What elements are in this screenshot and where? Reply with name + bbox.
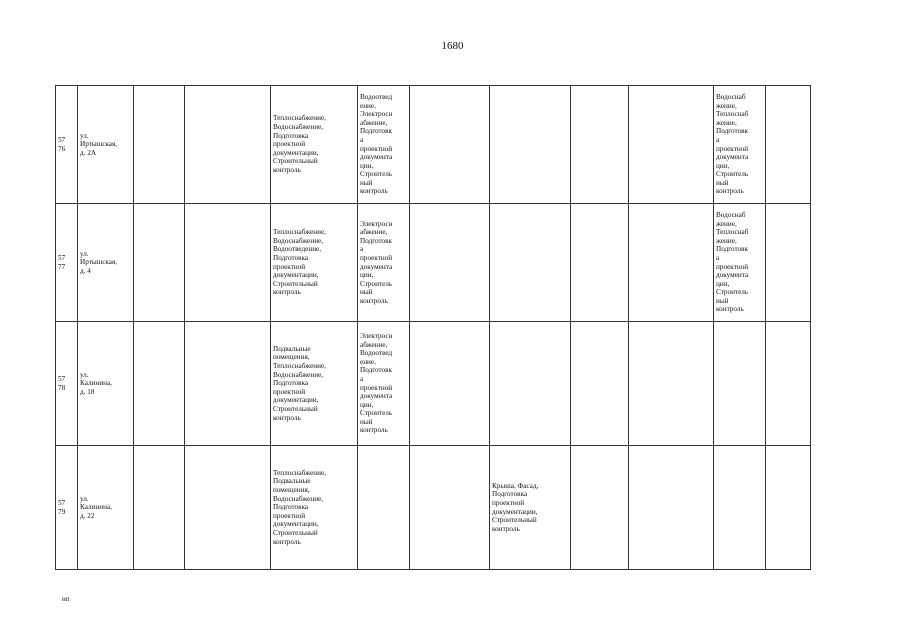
empty-cell [410, 204, 490, 322]
empty-cell [766, 86, 811, 204]
works-cell: Водоотвед ение, Электросн абжение, Подготовк а проектной документа ции, Строитель ный контроль [358, 86, 410, 204]
empty-cell [766, 322, 811, 446]
empty-cell [629, 204, 714, 322]
empty-cell [134, 204, 185, 322]
table-row [56, 322, 811, 446]
works-cell [358, 446, 410, 570]
works-cell: Подвальные помещения, Теплоснабжение, Водоснабжение, Подготовка проектной документации, Строительный контроль [271, 322, 358, 446]
empty-cell [629, 86, 714, 204]
row-number: 57 77 [56, 204, 78, 322]
address-cell: ул. Калинина, д. 22 [78, 446, 134, 570]
empty-cell [134, 446, 185, 570]
row-number: 57 76 [56, 86, 78, 204]
table-row [56, 446, 811, 570]
empty-cell [134, 322, 185, 446]
address-cell: ул. Калинина, д. 18 [78, 322, 134, 446]
empty-cell [185, 446, 271, 570]
table-row [56, 86, 811, 204]
address-cell: ул. Иртышская, д. 4 [78, 204, 134, 322]
works-cell [490, 204, 571, 322]
empty-cell [629, 446, 714, 570]
empty-cell [185, 204, 271, 322]
table-row [56, 204, 811, 322]
empty-cell [410, 86, 490, 204]
works-cell [490, 322, 571, 446]
empty-cell [571, 204, 629, 322]
empty-cell [571, 446, 629, 570]
empty-cell [410, 322, 490, 446]
empty-cell [571, 322, 629, 446]
works-cell: Теплоснабжение, Водоснабжение, Водоотведение, Подготовка проектной документации, Строительный контроль [271, 204, 358, 322]
row-number: 57 79 [56, 446, 78, 570]
works-cell: Электросн абжение, Водоотвед ение, Подготовк а проектной документа ции, Строитель ный контроль [358, 322, 410, 446]
page-number: 1680 [441, 40, 464, 52]
works-cell: Теплоснабжение, Подвальные помещения, Водоснабжение, Подготовка проектной документации, Строительный контроль [271, 446, 358, 570]
works-cell [490, 86, 571, 204]
row-number: 57 78 [56, 322, 78, 446]
empty-cell [571, 86, 629, 204]
empty-cell [185, 86, 271, 204]
empty-cell [766, 204, 811, 322]
empty-cell [766, 446, 811, 570]
works-cell: Теплоснабжение, Водоснабжение, Подготовка проектной документации, Строительный контроль [271, 86, 358, 204]
empty-cell [410, 446, 490, 570]
works-cell [714, 446, 766, 570]
works-cell [714, 322, 766, 446]
works-cell: Электросн абжение, Подготовк а проектной документа ции, Строитель ный контроль [358, 204, 410, 322]
address-cell: ул. Иртышская, д. 2А [78, 86, 134, 204]
empty-cell [134, 86, 185, 204]
works-cell: Водоснаб жение, Теплоснаб жение, Подготовк а проектной документа ции, Строитель ный контроль [714, 86, 766, 204]
works-cell: Крыша, Фасад, Подготовка проектной документации, Строительный контроль [490, 446, 571, 570]
empty-cell [629, 322, 714, 446]
works-cell: Водоснаб жение, Теплоснаб жение, Подготовк а проектной документа ции, Строитель ный контроль [714, 204, 766, 322]
footer-mark: нп [62, 595, 70, 603]
works-table [55, 85, 811, 570]
empty-cell [185, 322, 271, 446]
